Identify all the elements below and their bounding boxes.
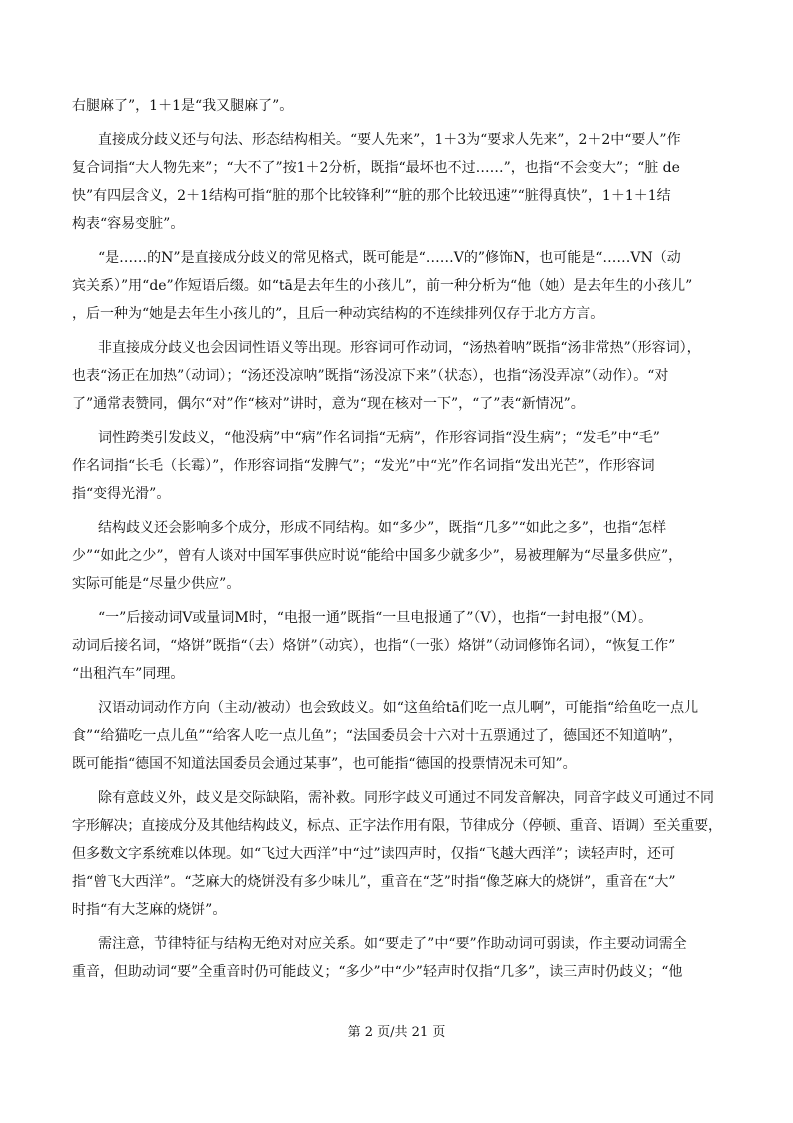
text-line: 快”有四层含义，2＋1结构可指“脏的那个比较锋利”“脏的那个比较迅速”“脏得真快”，1＋1＋1结 (72, 188, 671, 204)
text-line: 作名词指“长毛（长霉）”，作形容词指“发脾气”；“发光”中“光”作名词指“发出光芒”，作形容词 (72, 458, 655, 474)
text-line: 构表“容易变脏”。 (72, 216, 185, 232)
text-line: 右腿麻了”，1＋1是“我又腿麻了”。 (72, 98, 294, 114)
text-line: 也表“汤正在加热”（动词）；“汤还没凉呐”既指“汤没凉下来”（状态），也指“汤没弄凉”（动作）。“对 (72, 368, 669, 384)
text-line: 食”“给猫吃一点儿鱼”“给客人吃一点儿鱼”；“法国委员会十六对十五票通过了，德国还不知道呐”， (72, 728, 683, 744)
text-line: 指“曾飞大西洋”。“芝麻大的烧饼没有多少味儿”，重音在“芝”时指“像芝麻大的烧饼”，重音在“大” (72, 874, 676, 890)
paragraph-first-line: “是……的N”是直接成分歧义的常见格式，既可能是“……V的”修饰N，也可能是“……VN（动 (98, 250, 681, 266)
paragraph-first-line: 除有意歧义外，歧义是交际缺陷，需补救。同形字歧义可通过不同发音解决，同音字歧义可通过不同 (98, 790, 714, 806)
page-number-footer: 第 2 页/共 21 页 (347, 1025, 446, 1040)
paragraph-first-line: 非直接成分歧义也会因词性语义等出现。形容词可作动词，“汤热着呐”既指“汤非常热”（形容词）， (98, 340, 701, 356)
text-line: 实际可能是“尽量少供应”。 (72, 576, 241, 592)
text-line: 宾关系）”用“de”作短语后缀。如“tā是去年生的小孩儿”，前一种分析为“他（她）是去年生的小孩儿” (72, 278, 693, 294)
paragraph-first-line: 需注意，节律特征与结构无绝对对应关系。如“要走了”中“要”作助动词可弱读，作主要动词需全 (98, 936, 687, 952)
text-line: 复合词指“大人物先来”；“大不了”按1＋2分析，既指“最坏也不过……”，也指“不会变大”；“脏 de (72, 160, 680, 176)
text-line: 少”“如此之少”，曾有人谈对中国军事供应时说“能给中国多少就多少”，易被理解为“尽量多供应”， (72, 548, 683, 564)
paragraph-first-line: “一”后接动词V或量词M时，“电报一通”既指“一旦电报通了”（V），也指“一封电报”（M）。 (98, 610, 653, 626)
text-line: 字形解决；直接成分及其他结构歧义，标点、正字法作用有限，节律成分（停顿、重音、语调）至关重要， (72, 818, 722, 834)
text-line: “出租汽车”同理。 (72, 666, 185, 682)
text-line: 但多数文字系统难以体现。如“飞过大西洋”中“过”读四声时，仅指“飞越大西洋”；读轻声时，还可 (72, 846, 675, 862)
text-line: ，后一种为“她是去年生小孩儿的”，且后一种动宾结构的不连续排列仅存于北方方言。 (72, 306, 605, 322)
text-line: 既可能指“德国不知道法国委员会通过某事”，也可能指“德国的投票情况未可知”。 (72, 756, 577, 772)
text-line: 时指“有大芝麻的烧饼”。 (72, 902, 227, 918)
paragraph-first-line: 汉语动词动作方向（主动/被动）也会致歧义。如“这鱼给tā们吃一点儿啊”，可能指“给鱼吃一点儿 (98, 700, 699, 716)
paragraph-first-line: 结构歧义还会影响多个成分，形成不同结构。如“多少”，既指“几多”“如此之多”，也指“怎样 (98, 520, 667, 536)
text-line: 了”通常表赞同，偶尔“对”作“核对”讲时，意为“现在核对一下”，“了”表“新情况”。 (72, 396, 585, 412)
paragraph-first-line: 直接成分歧义还与句法、形态结构相关。“要人先来”，1＋3为“要求人先来”，2＋2中“要人”作 (98, 132, 681, 148)
text-line: 动词后接名词，“烙饼”既指“（去）烙饼”（动宾），也指“（一张）烙饼”（动词修饰名词），“恢复工作” (72, 638, 676, 654)
text-line: 指“变得光滑”。 (72, 486, 171, 502)
text-line: 重音，但助动词“要”全重音时仍可能歧义；“多少”中“少”轻声时仅指“几多”，读三声时仍歧义；“他 (72, 964, 683, 980)
paragraph-first-line: 词性跨类引发歧义，“他没病”中“病”作名词指“无病”，作形容词指“没生病”；“发毛”中“毛” (98, 430, 660, 446)
